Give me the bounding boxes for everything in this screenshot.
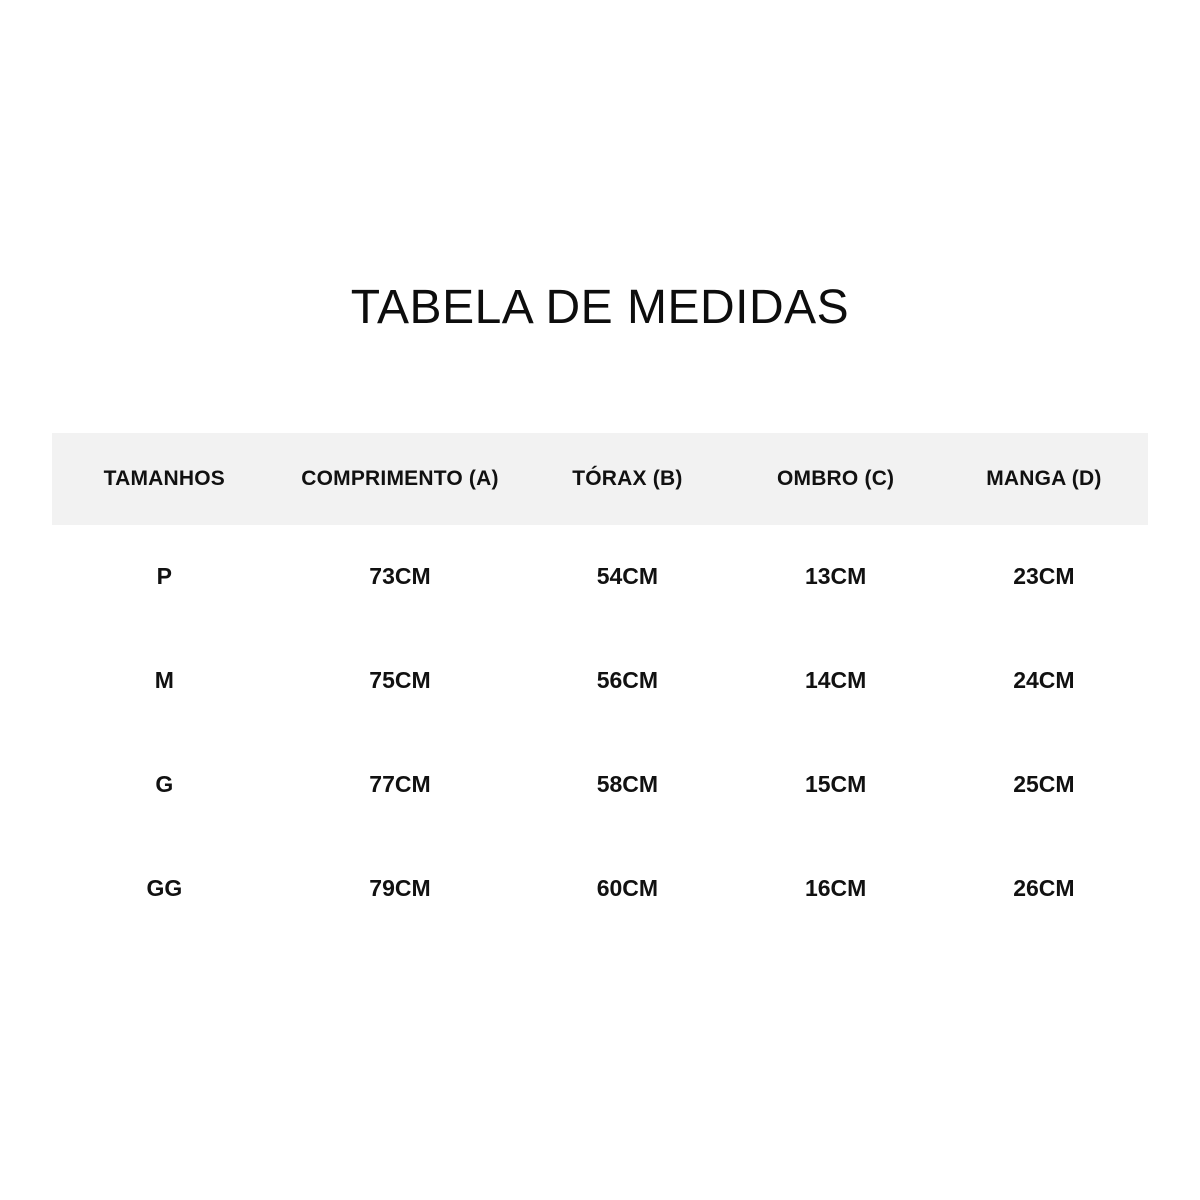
cell-ombro: 16CM	[732, 837, 940, 941]
column-header-tamanhos: TAMANHOS	[103, 466, 226, 490]
page-title: TABELA DE MEDIDAS	[350, 281, 850, 334]
column-header-ombro: OMBRO (C)	[776, 466, 895, 490]
cell-manga: 23CM	[940, 525, 1148, 629]
cell-torax: 54CM	[523, 525, 731, 629]
column-header-torax: TÓRAX (B)	[572, 466, 683, 490]
cell-torax: 60CM	[523, 837, 731, 941]
table-row	[52, 837, 1148, 941]
cell-tamanho: G	[52, 733, 277, 837]
cell-ombro: 13CM	[732, 525, 940, 629]
size-chart-table	[52, 433, 1148, 941]
column-header-comprimento: COMPRIMENTO (A)	[301, 466, 499, 490]
column-header-manga: MANGA (D)	[986, 466, 1102, 490]
cell-comprimento: 75CM	[277, 629, 524, 733]
cell-torax: 56CM	[523, 629, 731, 733]
cell-tamanho: P	[52, 525, 277, 629]
cell-ombro: 14CM	[732, 629, 940, 733]
cell-torax: 58CM	[523, 733, 731, 837]
cell-tamanho: GG	[52, 837, 277, 941]
size-table-container	[52, 433, 1148, 941]
table-header	[52, 433, 1148, 525]
table-header-row	[52, 433, 1148, 525]
cell-manga: 24CM	[940, 629, 1148, 733]
cell-tamanho: M	[52, 629, 277, 733]
table-row	[52, 733, 1148, 837]
cell-ombro: 15CM	[732, 733, 940, 837]
cell-comprimento: 73CM	[277, 525, 524, 629]
cell-manga: 26CM	[940, 837, 1148, 941]
table-row	[52, 525, 1148, 629]
cell-comprimento: 79CM	[277, 837, 524, 941]
table-body	[52, 525, 1148, 941]
cell-comprimento: 77CM	[277, 733, 524, 837]
cell-manga: 25CM	[940, 733, 1148, 837]
table-row	[52, 629, 1148, 733]
